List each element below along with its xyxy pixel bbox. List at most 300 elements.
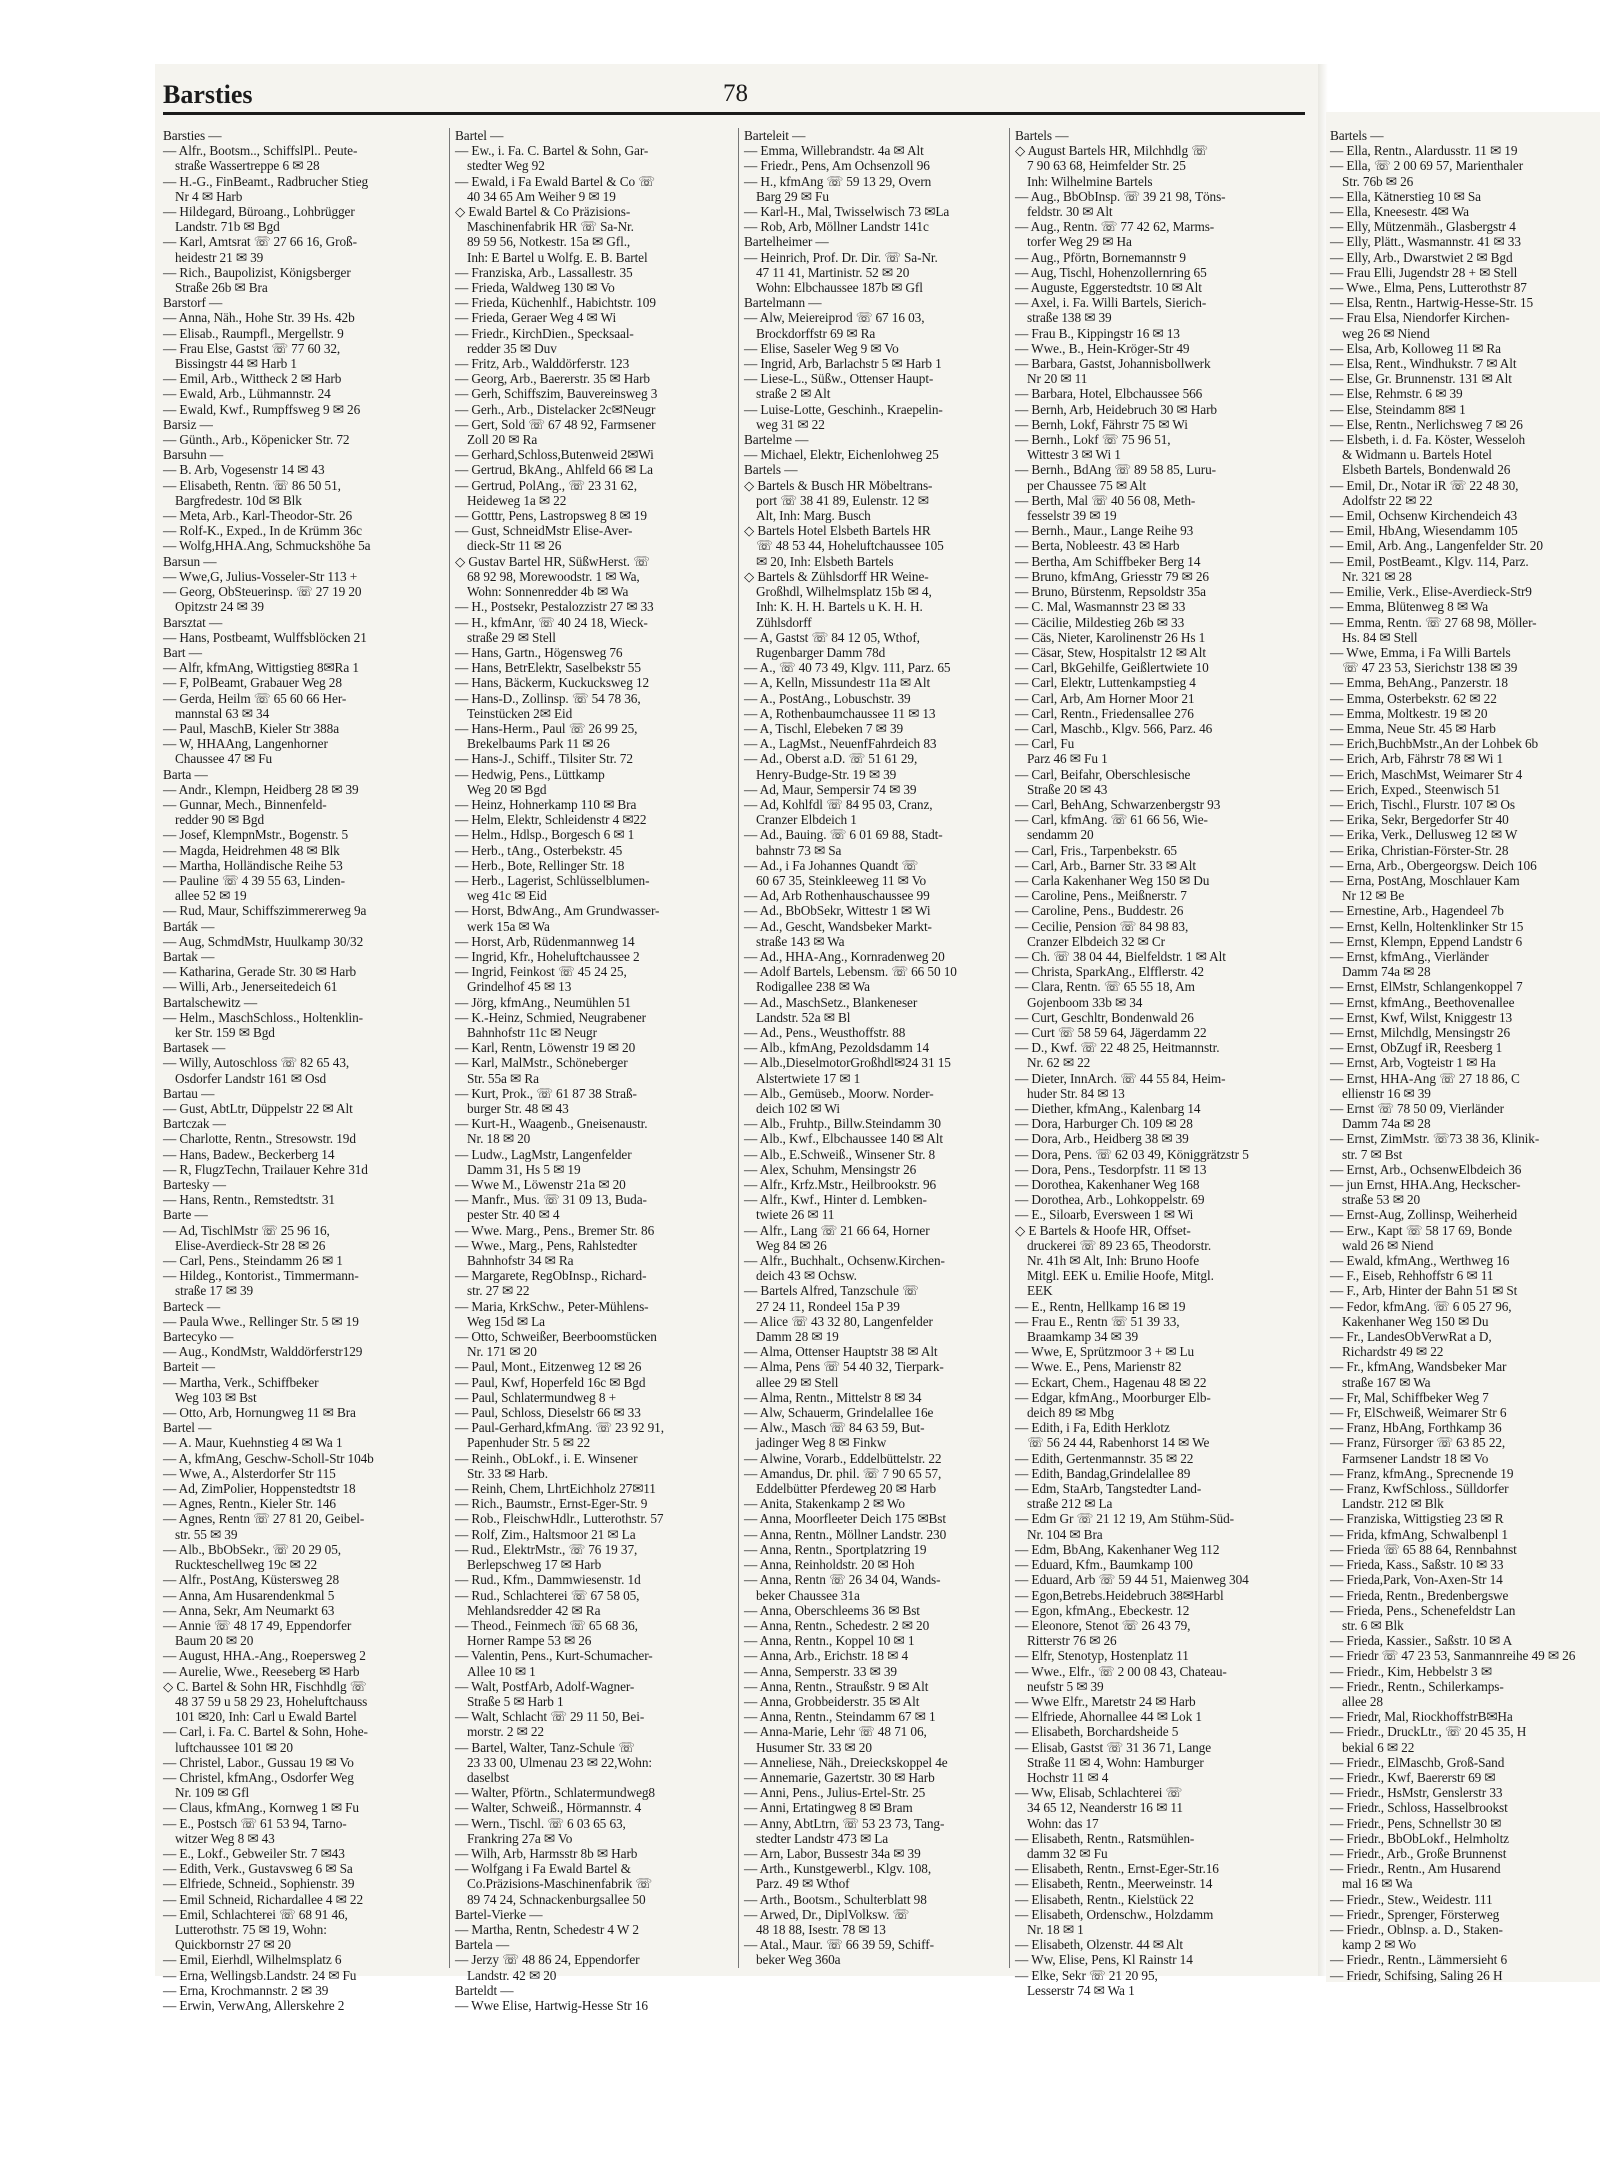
directory-entry-line: Bahnhofstr 11c ✉ Neugr bbox=[467, 1024, 597, 1040]
directory-entry-line: Kakenhaner Weg 150 ✉ Du bbox=[1342, 1313, 1489, 1329]
directory-entry-line: Damm 28 ✉ 19 bbox=[756, 1329, 839, 1345]
directory-entry-line: dieck-Str 11 ✉ 26 bbox=[467, 538, 562, 554]
directory-entry-line: — Otto, Arb, Hornungweg 11 ✉ Bra bbox=[163, 1405, 356, 1421]
directory-entry-line: mannstal 63 ✉ 34 bbox=[175, 705, 270, 721]
directory-entry-line: str. 27 ✉ 22 bbox=[467, 1283, 530, 1299]
directory-entry-line: — Hans-J., Schiff., Tilsiter Str. 72 bbox=[455, 751, 633, 767]
directory-entry-line: — Claus, kfmAng., Kornweg 1 ✉ Fu bbox=[163, 1800, 359, 1816]
directory-entry-line: — Hans, Postbeamt, Wulffsblöcken 21 bbox=[163, 629, 367, 645]
directory-entry-line: — Maria, KrkSchw., Peter-Mühlens- bbox=[455, 1298, 649, 1314]
directory-entry-line: — Erika, Christian-Förster-Str. 28 bbox=[1330, 842, 1509, 858]
directory-entry-line: Wittestr 3 ✉ Wi 1 bbox=[1027, 447, 1121, 463]
directory-entry-line: deich 89 ✉ Mbg bbox=[1027, 1405, 1114, 1421]
directory-entry-line: — Bartel, Walter, Tanz-Schule ☏ bbox=[455, 1739, 635, 1755]
directory-entry-line: — Anna, Rentn., Straußstr. 9 ✉ Alt bbox=[744, 1678, 929, 1694]
directory-entry-line: Allee 10 ✉ 1 bbox=[467, 1663, 536, 1679]
directory-entry-line: — Wwe, A., Alsterdorfer Str 115 bbox=[163, 1465, 336, 1481]
directory-entry-line: — Alb., Fruhtp., Billw.Steindamm 30 bbox=[744, 1116, 941, 1132]
directory-entry-line: — Emma, Willebrandstr. 4a ✉ Alt bbox=[744, 143, 924, 159]
directory-entry-line: — Otto, Schweißer, Beerboomstücken bbox=[455, 1329, 657, 1345]
directory-entry-line: — Ad., Oberst a.D. ☏ 51 61 29, bbox=[744, 751, 918, 767]
directory-entry-line: — Willi, Arb., Jenerseitedeich 61 bbox=[163, 979, 338, 995]
directory-entry-line: — Wwe Elfr., Maretstr 24 ✉ Harb bbox=[1015, 1693, 1196, 1709]
directory-entry-line: Weg 15d ✉ La bbox=[467, 1313, 545, 1329]
directory-entry-line: — Carl, i. Fa. C. Bartel & Sohn, Hohe- bbox=[163, 1724, 368, 1740]
directory-entry-line: — Alma, Rentn., Mittelstr 8 ✉ 34 bbox=[744, 1389, 922, 1405]
directory-entry-line: — Ernst, kfmAng., Vierländer bbox=[1330, 948, 1489, 964]
directory-entry-line: — Carl, Elektr, Luttenkampstieg 4 bbox=[1015, 675, 1196, 691]
directory-entry-line: — Amandus, Dr. phil. ☏ 7 90 65 57, bbox=[744, 1465, 942, 1481]
directory-entry-line: — Gotttr, Pens, Lastropsweg 8 ✉ 19 bbox=[455, 508, 647, 524]
directory-entry-line: — C. Mal, Wasmannstr 23 ✉ 33 bbox=[1015, 599, 1186, 615]
directory-entry-line: — Erich, Arb, Fährstr 78 ✉ Wi 1 bbox=[1330, 751, 1504, 767]
directory-entry-line: Wohn: Sonnenredder 4b ✉ Wa bbox=[467, 584, 629, 600]
directory-entry-line: — Christel, Labor., Gussau 19 ✉ Vo bbox=[163, 1754, 354, 1770]
directory-entry-line: — Emil, Arb. Ang., Langenfelder Str. 20 bbox=[1330, 538, 1543, 554]
directory-entry-line: — Eckart, Chem., Hagenau 48 ✉ 22 bbox=[1015, 1374, 1207, 1390]
directory-entry-line: — Walt, Schlacht ☏ 29 11 50, Bei- bbox=[455, 1709, 645, 1725]
directory-entry-line: — Alw, Meiereiprod ☏ 67 16 03, bbox=[744, 310, 925, 326]
directory-entry-line: — Ernst, Milchdlg, Mensingstr 26 bbox=[1330, 1024, 1510, 1040]
directory-entry-line: — Rud., Kfm., Dammwiesenstr. 1d bbox=[455, 1572, 641, 1588]
directory-entry-line: — jun Ernst, HHA.Ang, Heckscher- bbox=[1330, 1177, 1521, 1193]
directory-entry-line: — Anna, Rentn., Steindamm 67 ✉ 1 bbox=[744, 1709, 936, 1725]
directory-entry-line: — Ernst, Kelln, Holtenklinker Str 15 bbox=[1330, 918, 1524, 934]
directory-entry-line: — Hans, BetrElektr, Saselbekstr 55 bbox=[455, 660, 641, 676]
directory-entry-line: ◇ Bartels Hotel Elsbeth Bartels HR bbox=[744, 523, 931, 539]
directory-entry-line: — Ewald, i Fa Ewald Bartel & Co ☏ bbox=[455, 173, 655, 189]
directory-entry-line: — Elisabeth, Olzenstr. 44 ✉ Alt bbox=[1015, 1937, 1183, 1953]
directory-entry-line: — Gust, SchneidMstr Elise-Aver- bbox=[455, 523, 633, 539]
directory-entry-line: — Herb., Bote, Rellinger Str. 18 bbox=[455, 857, 625, 873]
directory-entry-line: Mitgl. EEK u. Emilie Hoofe, Mitgl. bbox=[1027, 1268, 1214, 1284]
surname-heading: Barte — bbox=[163, 1207, 208, 1223]
directory-entry-line: — Fr., LandesObVerwRat a D, bbox=[1330, 1329, 1492, 1345]
directory-entry-line: — Agnes, Rentn., Kieler Str. 146 bbox=[163, 1496, 336, 1512]
directory-entry-line: Straße 5 ✉ Harb 1 bbox=[467, 1693, 564, 1709]
directory-entry-line: — Elly, Mützenmäh., Glasbergstr 4 bbox=[1330, 219, 1516, 235]
directory-entry-line: — Ad., i Fa Johannes Quandt ☏ bbox=[744, 857, 919, 873]
directory-entry-line: — B. Arb, Vogesenstr 14 ✉ 43 bbox=[163, 462, 325, 478]
directory-entry-line: — Frau E., Rentn ☏ 51 39 33, bbox=[1015, 1313, 1180, 1329]
directory-entry-line: — Anna-Marie, Lehr ☏ 48 71 06, bbox=[744, 1724, 927, 1740]
directory-entry-line: Bissingstr 44 ✉ Harb 1 bbox=[175, 356, 297, 372]
directory-entry-line: — Ernst, Arb., OchsenwElbdeich 36 bbox=[1330, 1161, 1522, 1177]
directory-entry-line: — Josef, KlempnMstr., Bogenstr. 5 bbox=[163, 827, 349, 843]
directory-entry-line: — Anna, Rentn., Möllner Landstr. 230 bbox=[744, 1526, 947, 1542]
directory-entry-line: — Dora, Arb., Heidberg 38 ✉ 39 bbox=[1015, 1131, 1189, 1147]
directory-entry-line: — Anna, Rentn., Sportplatzring 19 bbox=[744, 1541, 927, 1557]
directory-entry-line: ker Str. 159 ✉ Bgd bbox=[175, 1024, 275, 1040]
directory-entry-line: — Ernst, Arb, Vogteistr 1 ✉ Ha bbox=[1330, 1055, 1496, 1071]
directory-entry-line: — Annie ☏ 48 17 49, Eppendorfer bbox=[163, 1617, 352, 1633]
surname-heading: Bartels — bbox=[1330, 128, 1384, 143]
directory-entry-line: — Emil, Arb., Wittheck 2 ✉ Harb bbox=[163, 371, 342, 387]
directory-entry-line: straße 138 ✉ 39 bbox=[1027, 310, 1112, 326]
directory-entry-line: — Anneliese, Näh., Dreieckskoppel 4e bbox=[744, 1754, 948, 1770]
directory-entry-line: Nr. 18 ✉ 1 bbox=[1027, 1921, 1084, 1937]
directory-entry-line: — Ad., Gescht, Wandsbeker Markt- bbox=[744, 918, 932, 934]
directory-entry-line: 68 92 98, Morewoodstr. 1 ✉ Wa, bbox=[467, 568, 640, 584]
directory-entry-line: — Anna, Semperstr. 33 ✉ 39 bbox=[744, 1663, 897, 1679]
directory-entry-line: — Hedwig, Pens., Lüttkamp bbox=[455, 766, 605, 782]
directory-entry-line: 89 59 56, Notkestr. 15a ✉ Gfl., bbox=[467, 234, 631, 250]
directory-entry-line: — H., kfmAng ☏ 59 13 29, Overn bbox=[744, 173, 932, 189]
directory-entry-line: — Gerh., Arb., Distelacker 2c✉Neugr bbox=[455, 401, 656, 417]
directory-entry-line: — Arn, Labor, Bussestr 34a ✉ 39 bbox=[744, 1845, 921, 1861]
directory-entry-line: — Atal., Maur. ☏ 66 39 59, Schiff- bbox=[744, 1937, 934, 1953]
directory-entry-line: — Diether, kfmAng., Kalenbarg 14 bbox=[1015, 1101, 1201, 1116]
directory-entry-line: — Edith, Bandag,Grindelallee 89 bbox=[1015, 1465, 1191, 1481]
directory-entry-line: — Arth., Kunstgewerbl., Klgv. 108, bbox=[744, 1861, 932, 1877]
directory-entry-line: — Franz, kfmAng., Sprecnende 19 bbox=[1330, 1465, 1514, 1481]
directory-entry-line: Braamkamp 34 ✉ 39 bbox=[1027, 1329, 1138, 1345]
directory-entry-line: — Walt, PostfArb, Adolf-Wagner- bbox=[455, 1678, 635, 1694]
directory-entry-line: — Dieter, InnArch. ☏ 44 55 84, Heim- bbox=[1015, 1070, 1226, 1086]
directory-entry-line: — Elisab, Gastst ☏ 31 36 71, Lange bbox=[1015, 1739, 1212, 1755]
directory-entry-line: — Ingrid, Feinkost ☏ 45 24 25, bbox=[455, 964, 627, 980]
surname-heading: Barteldt — bbox=[455, 1982, 514, 1998]
directory-entry-line: — Edgar, kfmAng., Moorburger Elb- bbox=[1015, 1389, 1211, 1405]
directory-entry-line: Str. 76b ✉ 26 bbox=[1342, 173, 1414, 189]
directory-entry-line: ◇ E Bartels & Hoofe HR, Offset- bbox=[1015, 1222, 1191, 1238]
directory-entry-line: — Frau Elli, Jugendstr 28 + ✉ Stell bbox=[1330, 264, 1518, 280]
directory-entry-line: — Frieda, Geraer Weg 4 ✉ Wi bbox=[455, 310, 617, 326]
directory-entry-line: — Emma, Osterbekstr. 62 ✉ 22 bbox=[1330, 690, 1497, 706]
directory-entry-line: — Carl, BkGehilfe, Geißlertwiete 10 bbox=[1015, 660, 1209, 676]
surname-heading: Barsiz — bbox=[163, 416, 213, 432]
directory-entry-line: — Anni, Ertatingweg 8 ✉ Bram bbox=[744, 1800, 913, 1816]
directory-entry-line: — Carl, Rentn., Friedensallee 276 bbox=[1015, 705, 1194, 721]
directory-entry-line: straße 2 ✉ Alt bbox=[756, 386, 831, 402]
directory-entry-line: ◇ C. Bartel & Sohn HR, Fischhdlg ☏ bbox=[163, 1678, 367, 1694]
directory-entry-line: beker Chaussee 31a bbox=[756, 1587, 860, 1603]
directory-entry-line: — Anna, Näh., Hohe Str. 39 Hs. 42b bbox=[163, 310, 355, 326]
directory-entry-line: — Rud., ElektrMstr., ☏ 76 19 37, bbox=[455, 1541, 638, 1557]
directory-entry-line: allee 29 ✉ Stell bbox=[756, 1374, 839, 1390]
directory-entry-line: — Anna, Moorfleeter Deich 175 ✉Bst bbox=[744, 1511, 946, 1527]
head-word: Barsties bbox=[163, 80, 253, 109]
directory-entry-line: — Ewald, Arb., Lühmannstr. 24 bbox=[163, 386, 331, 402]
directory-entry-line: — R, FlugzTechn, Trailauer Kehre 31d bbox=[163, 1161, 368, 1177]
directory-entry-line: — Edith, Verk., Gustavsweg 6 ✉ Sa bbox=[163, 1861, 353, 1877]
directory-entry-line: — Ad, TischlMstr ☏ 25 96 16, bbox=[163, 1222, 330, 1238]
directory-entry-line: bekial 6 ✉ 22 bbox=[1342, 1739, 1415, 1755]
directory-entry-line: — Paul, Schloss, Dieselstr 66 ✉ 33 bbox=[455, 1405, 641, 1421]
directory-entry-line: — Bernh, Arb, Heidebruch 30 ✉ Harb bbox=[1015, 401, 1217, 417]
directory-entry-line: — Cäsar, Stew, Hospitalstr 12 ✉ Alt bbox=[1015, 644, 1206, 660]
directory-entry-line: — Emma, Rentn. ☏ 27 68 98, Möller- bbox=[1330, 614, 1537, 630]
column-divider bbox=[449, 128, 450, 1968]
directory-entry-line: — Egon, kfmAng., Ebeckestr. 12 bbox=[1015, 1602, 1190, 1618]
directory-entry-line: — Alfr., Buchhalt., Ochsenw.Kirchen- bbox=[744, 1253, 945, 1269]
directory-entry-line: wald 26 ✉ Niend bbox=[1342, 1237, 1434, 1253]
directory-entry-line: — Frieda, Küchenhlf., Habichtstr. 109 bbox=[455, 295, 656, 311]
directory-entry-line: — Walter, Pförtn., Schlatermundweg8 bbox=[455, 1785, 655, 1801]
directory-entry-line: Eddelbütter Pferdeweg 20 ✉ Harb bbox=[756, 1481, 937, 1497]
directory-entry-line: sendamm 20 bbox=[1027, 827, 1094, 843]
directory-entry-line: Inh: K. H. H. Bartels u K. H. H. bbox=[756, 599, 923, 615]
directory-entry-line: — Ad., MaschSetz., Blankeneser bbox=[744, 994, 918, 1010]
directory-entry-line: — Emilie, Verk., Elise-Averdieck-Str9 bbox=[1330, 584, 1532, 600]
directory-entry-line: — Aug., Rentn. ☏ 77 42 62, Marms- bbox=[1015, 219, 1215, 235]
directory-entry-line: Alstertwiete 17 ✉ 1 bbox=[756, 1070, 861, 1086]
directory-entry-line: — Emma, Moltkestr. 19 ✉ 20 bbox=[1330, 705, 1488, 721]
directory-entry-line: 48 37 59 u 58 29 23, Hoheluftchauss bbox=[175, 1693, 368, 1709]
directory-entry-line: Ritterstr 76 ✉ 26 bbox=[1027, 1633, 1117, 1649]
directory-entry-line: allee 28 bbox=[1342, 1693, 1383, 1709]
directory-entry-line: twiete 26 ✉ 11 bbox=[756, 1207, 835, 1223]
directory-entry-line: — W, HHAAng, Langenhorner bbox=[163, 736, 328, 752]
directory-entry-line: — Elfr, Stenotyp, Hostenplatz 11 bbox=[1015, 1648, 1189, 1664]
directory-entry-line: ellienstr 16 ✉ 39 bbox=[1342, 1085, 1431, 1101]
directory-entry-line: — Aug, Tischl, Hohenzollernring 65 bbox=[1015, 264, 1207, 280]
directory-entry-line: — Else, Rentn., Nerlichsweg 7 ✉ 26 bbox=[1330, 416, 1523, 432]
directory-entry-line: — Carl, kfmAng. ☏ 61 66 56, Wie- bbox=[1015, 812, 1208, 828]
directory-entry-line: — Frieda, Rentn., Bredenbergswe bbox=[1330, 1587, 1509, 1603]
directory-entry-line: druckerei ☏ 89 23 65, Theodorstr. bbox=[1027, 1237, 1212, 1253]
directory-entry-line: straße 29 ✉ Stell bbox=[467, 629, 556, 645]
directory-entry-line: huder Str. 84 ✉ 13 bbox=[1027, 1085, 1125, 1101]
directory-entry-line: — Karl, Amtsrat ☏ 27 66 16, Groß- bbox=[163, 234, 357, 250]
directory-entry-line: Gojenboom 33b ✉ 34 bbox=[1027, 994, 1143, 1010]
directory-entry-line: — F., Arb, Hinter der Bahn 51 ✉ St bbox=[1330, 1283, 1518, 1299]
directory-entry-line: straße 167 ✉ Wa bbox=[1342, 1374, 1431, 1390]
directory-entry-line: — Ernst, HHA-Ang ☏ 27 18 86, C bbox=[1330, 1070, 1520, 1086]
directory-entry-line: Lesserstr 74 ✉ Wa 1 bbox=[1027, 1982, 1135, 1998]
directory-entry-line: pester Str. 40 ✉ 4 bbox=[467, 1207, 560, 1223]
directory-entry-line: — A. Maur, Kuehnstieg 4 ✉ Wa 1 bbox=[163, 1435, 343, 1451]
directory-entry-line: — Alw., Masch ☏ 84 63 59, But- bbox=[744, 1420, 925, 1436]
directory-entry-line: — Carl, Fu bbox=[1015, 736, 1075, 752]
directory-entry-line: Henry-Budge-Str. 19 ✉ 39 bbox=[756, 766, 897, 782]
directory-entry-line: — Erich, Tischl., Flurstr. 107 ✉ Os bbox=[1330, 796, 1515, 812]
directory-entry-line: Farmsener Landstr 18 ✉ Vo bbox=[1342, 1450, 1489, 1466]
directory-entry-line: 48 18 88, Isestr. 78 ✉ 13 bbox=[756, 1921, 886, 1937]
directory-entry-line: port ☏ 38 41 89, Eulenstr. 12 ✉ bbox=[756, 492, 929, 508]
directory-entry-line: — Elsa, Rent., Windhukstr. 7 ✉ Alt bbox=[1330, 356, 1517, 372]
directory-entry-line: deich 43 ✉ Ochsw. bbox=[756, 1268, 857, 1284]
directory-entry-line: — Rob, Arb, Möllner Landstr 141c bbox=[744, 219, 929, 235]
directory-entry-line: weg 31 ✉ 22 bbox=[756, 416, 825, 432]
directory-entry-line: — A, Kelln, Missundestr 11a ✉ Alt bbox=[744, 675, 931, 691]
directory-entry-line: Damm 31, Hs 5 ✉ 19 bbox=[467, 1161, 581, 1177]
directory-entry-line: — Wwe. E., Pens, Marienstr 82 bbox=[1015, 1359, 1182, 1375]
directory-entry-line: — Ernst, ZimMstr. ☏73 38 36, Klinik- bbox=[1330, 1131, 1540, 1147]
directory-entry-line: ✉ 20, Inh: Elsbeth Bartels bbox=[756, 553, 894, 569]
directory-entry-line: torfer Weg 29 ✉ Ha bbox=[1027, 234, 1132, 250]
directory-entry-line: — Martha, Holländische Reihe 53 bbox=[163, 857, 343, 873]
directory-entry-line: — Wolfg,HHA.Ang, Schmuckshöhe 5a bbox=[163, 538, 371, 554]
directory-entry-line: — Elfriede, Ahornallee 44 ✉ Lok 1 bbox=[1015, 1709, 1202, 1725]
directory-entry-line: Frankring 27a ✉ Vo bbox=[467, 1830, 573, 1846]
directory-entry-line: — Gerh, Schiffszim, Bauvereinsweg 3 bbox=[455, 386, 658, 402]
directory-entry-line: — Ad., Pens., Weusthoffstr. 88 bbox=[744, 1024, 906, 1040]
directory-entry-line: Bargfredestr. 10d ✉ Blk bbox=[175, 492, 302, 508]
directory-entry-line: Adolfstr 22 ✉ 22 bbox=[1342, 492, 1433, 508]
directory-entry-line: Nr 20 ✉ 11 bbox=[1027, 371, 1088, 387]
directory-entry-line: — Barbara, Gastst, Johannisbollwerk bbox=[1015, 356, 1211, 372]
directory-entry-line: Brockdorffstr 69 ✉ Ra bbox=[756, 325, 876, 341]
directory-entry-line: — Alma, Ottenser Hauptstr 38 ✉ Alt bbox=[744, 1344, 938, 1360]
directory-entry-line: Brekelbaums Park 11 ✉ 26 bbox=[467, 736, 610, 752]
directory-entry-line: — Karl, Rentn, Löwenstr 19 ✉ 20 bbox=[455, 1040, 636, 1056]
directory-entry-line: ◇ Bartels & Zühlsdorff HR Weine- bbox=[744, 568, 929, 584]
directory-entry-line: Heideweg 1a ✉ 22 bbox=[467, 492, 567, 508]
directory-entry-line: — Franz, KwfSchloss., Sülldorfer bbox=[1330, 1481, 1509, 1497]
directory-entry-line: — Franziska, Wittigstieg 23 ✉ R bbox=[1330, 1511, 1504, 1527]
directory-entry-line: — Ella, Rentn., Alardusstr. 11 ✉ 19 bbox=[1330, 143, 1518, 159]
directory-entry-line: — Michael, Elektr, Eichenlohweg 25 bbox=[744, 447, 939, 463]
directory-entry-line: straße Wassertreppe 6 ✉ 28 bbox=[175, 158, 320, 174]
directory-entry-line: Ruckteschellweg 19c ✉ 22 bbox=[175, 1557, 318, 1573]
directory-entry-line: — Andr., Klempn, Heidberg 28 ✉ 39 bbox=[163, 781, 359, 797]
directory-entry-line: — Alfr., Kwf., Hinter d. Lembken- bbox=[744, 1192, 927, 1208]
directory-entry-line: — Hildegard, Büroang., Lohbrügger bbox=[163, 204, 355, 220]
directory-entry-line: — Friedr., Sprenger, Försterweg bbox=[1330, 1906, 1500, 1922]
surname-heading: Bartesky — bbox=[163, 1177, 226, 1193]
directory-entry-line: Nr. 41h ✉ Alt, Inh: Bruno Hoofe bbox=[1027, 1253, 1200, 1269]
directory-entry-line: Inh: Wilhelmine Bartels bbox=[1027, 173, 1153, 189]
directory-entry-line: — Ad, Maur, Sempersir 74 ✉ 39 bbox=[744, 781, 917, 797]
directory-entry-line: — Aug., BbObInsp. ☏ 39 21 98, Töns- bbox=[1015, 188, 1226, 204]
directory-entry-line: heidestr 21 ✉ 39 bbox=[175, 249, 264, 265]
directory-entry-line: — Anna, Oberschleems 36 ✉ Bst bbox=[744, 1602, 920, 1618]
directory-entry-line: str. 55 ✉ 39 bbox=[175, 1526, 238, 1542]
directory-entry-line: — Frida, kfmAng, Schwalbenpl 1 bbox=[1330, 1526, 1508, 1542]
directory-entry-line: — Else, Rehmstr. 6 ✉ 39 bbox=[1330, 386, 1463, 402]
directory-entry-line: — Ernst-Aug, Zollinsp, Weiherheid bbox=[1330, 1207, 1518, 1223]
directory-entry-line: — Friedr., ElMaschb, Groß-Sand bbox=[1330, 1754, 1505, 1770]
directory-entry-line: — Paul-Gerhard,kfmAng. ☏ 23 92 91, bbox=[455, 1420, 664, 1436]
directory-entry-line: — Emma, Blütenweg 8 ✉ Wa bbox=[1330, 599, 1489, 615]
directory-entry-line: werk 15a ✉ Wa bbox=[467, 918, 550, 934]
page-header bbox=[163, 80, 1305, 110]
directory-entry-line: — Emil, PostBeamt., Klgv. 114, Parz. bbox=[1330, 553, 1529, 569]
directory-entry-line: — Axel, i. Fa. Willi Bartels, Sierich- bbox=[1015, 295, 1207, 311]
directory-entry-line: Nr 12 ✉ Be bbox=[1342, 888, 1405, 904]
page-number: 78 bbox=[723, 80, 748, 107]
directory-entry-line: Nr. 104 ✉ Bra bbox=[1027, 1526, 1103, 1542]
directory-entry-line: — Friedr., Rentn., Am Husarend bbox=[1330, 1861, 1501, 1877]
directory-entry-line: — Aug., Pförtn, Bornemannstr 9 bbox=[1015, 249, 1186, 265]
directory-entry-line: — Edm, StaArb, Tangstedter Land- bbox=[1015, 1481, 1202, 1497]
directory-entry-line: Nr. 321 ✉ 28 bbox=[1342, 568, 1412, 584]
directory-entry-line: — Elsa, Rentn., Hartwig-Hesse-Str. 15 bbox=[1330, 295, 1534, 311]
directory-entry-line: daselbst bbox=[467, 1769, 510, 1785]
directory-entry-line: — H., Postsekr, Pestalozzistr 27 ✉ 33 bbox=[455, 599, 654, 615]
directory-entry-line: Hochstr 11 ✉ 4 bbox=[1027, 1769, 1109, 1785]
directory-entry-line: ☏ 48 53 44, Hoheluftchaussee 105 bbox=[756, 538, 944, 554]
directory-entry-line: Weg 103 ✉ Bst bbox=[175, 1389, 257, 1405]
directory-entry-line: — Wwe., Marg., Pens, Rahlstedter bbox=[455, 1237, 638, 1253]
surname-heading: Barták — bbox=[163, 918, 215, 934]
directory-entry-line: — Ernst, Klempn, Eppend Landstr 6 bbox=[1330, 933, 1523, 949]
directory-entry-line: — Helm., MaschSchloss., Holtenklin- bbox=[163, 1009, 363, 1025]
surname-heading: Barteck — bbox=[163, 1298, 221, 1314]
directory-entry-line: — Emma, BehAng., Panzerstr. 18 bbox=[1330, 675, 1508, 691]
directory-entry-line: Nr. 18 ✉ 20 bbox=[467, 1131, 531, 1147]
directory-entry-line: deich 102 ✉ Wi bbox=[756, 1101, 840, 1116]
directory-entry-line: ☏ 56 24 44, Rabenhorst 14 ✉ We bbox=[1027, 1435, 1210, 1451]
directory-entry-line: ☏ 47 23 53, Sierichstr 138 ✉ 39 bbox=[1342, 660, 1518, 676]
directory-entry-line: — Hans, Bäckerm, Kuckucksweg 12 bbox=[455, 675, 650, 691]
directory-entry-line: — Herb., tAng., Osterbekstr. 45 bbox=[455, 842, 623, 858]
directory-entry-line: Weg 20 ✉ Bgd bbox=[467, 781, 547, 797]
directory-entry-line: Horner Rampe 53 ✉ 26 bbox=[467, 1633, 592, 1649]
directory-entry-line: — E., Rentn, Hellkamp 16 ✉ 19 bbox=[1015, 1298, 1186, 1314]
directory-entry-line: — Dora, Pens. ☏ 62 03 49, Königgrätzstr 5 bbox=[1015, 1146, 1249, 1162]
directory-entry-line: — Frieda, Kassier., Saßstr. 10 ✉ A bbox=[1330, 1633, 1513, 1649]
surname-heading: Bartau — bbox=[163, 1085, 215, 1101]
directory-entry-line: — Gust, AbtLtr, Düppelstr 22 ✉ Alt bbox=[163, 1101, 353, 1116]
directory-entry-line: — Frieda, Waldweg 130 ✉ Vo bbox=[455, 280, 615, 296]
directory-column-3 bbox=[744, 128, 1029, 1973]
directory-entry-line: — Alma, Pens ☏ 54 40 32, Tierpark- bbox=[744, 1359, 944, 1375]
directory-entry-line: — Martha, Rentn, Schedestr 4 W 2 bbox=[455, 1921, 639, 1937]
directory-entry-line: — Anna, Am Husarendenkmal 5 bbox=[163, 1587, 335, 1603]
directory-entry-line: — A., ☏ 40 73 49, Klgv. 111, Parz. 65 bbox=[744, 660, 951, 676]
directory-column-4 bbox=[1015, 128, 1307, 1998]
directory-entry-line: Chaussee 47 ✉ Fu bbox=[175, 751, 273, 767]
directory-entry-line: — Friedr., Rentn., Lämmersieht 6 bbox=[1330, 1952, 1508, 1968]
directory-entry-line: Rugenbarger Damm 78d bbox=[756, 644, 886, 660]
directory-entry-line: — Carl, BehAng, Schwarzenbergstr 93 bbox=[1015, 796, 1221, 812]
directory-column-1 bbox=[163, 128, 448, 2013]
directory-entry-line: — Aug, SchmdMstr, Huulkamp 30/32 bbox=[163, 933, 364, 949]
directory-entry-line: — Luise-Lotte, Geschinh., Kraepelin- bbox=[744, 401, 943, 417]
directory-entry-line: Wohn: das 17 bbox=[1027, 1815, 1099, 1831]
directory-entry-line: — A, Rothenbaumchaussee 11 ✉ 13 bbox=[744, 705, 936, 721]
directory-entry-line: Weg 84 ✉ 26 bbox=[756, 1237, 827, 1253]
directory-entry-line: — Anny, AbtLtrn, ☏ 53 23 73, Tang- bbox=[744, 1815, 945, 1831]
directory-entry-line: — Ernestine, Arb., Hagendeel 7b bbox=[1330, 903, 1504, 919]
directory-entry-line: — Jerzy ☏ 48 86 24, Eppendorfer bbox=[455, 1952, 640, 1968]
directory-entry-line: — Heinz, Hohnerkamp 110 ✉ Bra bbox=[455, 796, 637, 812]
directory-entry-line: — Bernh., Maur., Lange Reihe 93 bbox=[1015, 523, 1194, 539]
directory-entry-line: — Wwe M., Löwenstr 21a ✉ 20 bbox=[455, 1177, 626, 1193]
directory-entry-line: jadinger Weg 8 ✉ Finkw bbox=[756, 1435, 887, 1451]
directory-entry-line: — Willy, Autoschloss ☏ 82 65 43, bbox=[163, 1055, 350, 1071]
directory-entry-line: — Eduard, Arb ☏ 59 44 51, Maienweg 304 bbox=[1015, 1572, 1249, 1588]
directory-entry-line: Maschinenfabrik HR ☏ Sa-Nr. bbox=[467, 219, 634, 235]
directory-entry-line: — A., LagMst., NeuenfFahrdeich 83 bbox=[744, 736, 937, 752]
directory-entry-line: fesselstr 39 ✉ 19 bbox=[1027, 508, 1117, 524]
directory-entry-line: — Auguste, Eggerstedtstr. 10 ✉ Alt bbox=[1015, 280, 1202, 296]
surname-heading: Barsztat — bbox=[163, 614, 223, 630]
directory-entry-line: — Ernst, ElMstr, Schlangenkoppel 7 bbox=[1330, 979, 1523, 995]
directory-entry-line: — Wwe. Marg., Pens., Bremer Str. 86 bbox=[455, 1222, 655, 1238]
directory-entry-line: — Horst, Arb, Rüdenmannweg 14 bbox=[455, 933, 635, 949]
surname-heading: Bartasek — bbox=[163, 1040, 226, 1056]
directory-entry-line: — Alb.,DieselmotorGroßhdl✉24 31 15 bbox=[744, 1055, 951, 1071]
directory-entry-line: — Gert, Sold ☏ 67 48 92, Farmsener bbox=[455, 416, 656, 432]
directory-entry-line: — Egon,Betrebs.Heidebruch 38✉Harbl bbox=[1015, 1587, 1224, 1603]
directory-entry-line: — Gerda, Heilm ☏ 65 60 66 Her- bbox=[163, 690, 347, 706]
directory-entry-line: — Wilh, Arb, Harmsstr 8b ✉ Harb bbox=[455, 1845, 638, 1861]
directory-entry-line: ◇ Ewald Bartel & Co Präzisions- bbox=[455, 204, 631, 220]
directory-entry-line: — Fr., kfmAng, Wandsbeker Mar bbox=[1330, 1359, 1507, 1375]
directory-entry-line: — Magda, Heidrehmen 48 ✉ Blk bbox=[163, 842, 340, 858]
directory-entry-line: & Widmann u. Bartels Hotel bbox=[1342, 447, 1492, 463]
directory-entry-line: — Erw., Kapt ☏ 58 17 69, Bonde bbox=[1330, 1222, 1512, 1238]
surname-heading: Bartel-Vierke — bbox=[455, 1906, 543, 1922]
directory-entry-line: — Carl, Fris., Tarpenbekstr. 65 bbox=[1015, 842, 1177, 858]
directory-entry-line: Landstr. 212 ✉ Blk bbox=[1342, 1496, 1444, 1512]
directory-entry-line: — Gertrud, BkAng., Ahlfeld 66 ✉ La bbox=[455, 462, 653, 478]
directory-column-2 bbox=[455, 128, 740, 2013]
directory-entry-line: — Anna, Sekr, Am Neumarkt 63 bbox=[163, 1602, 335, 1618]
